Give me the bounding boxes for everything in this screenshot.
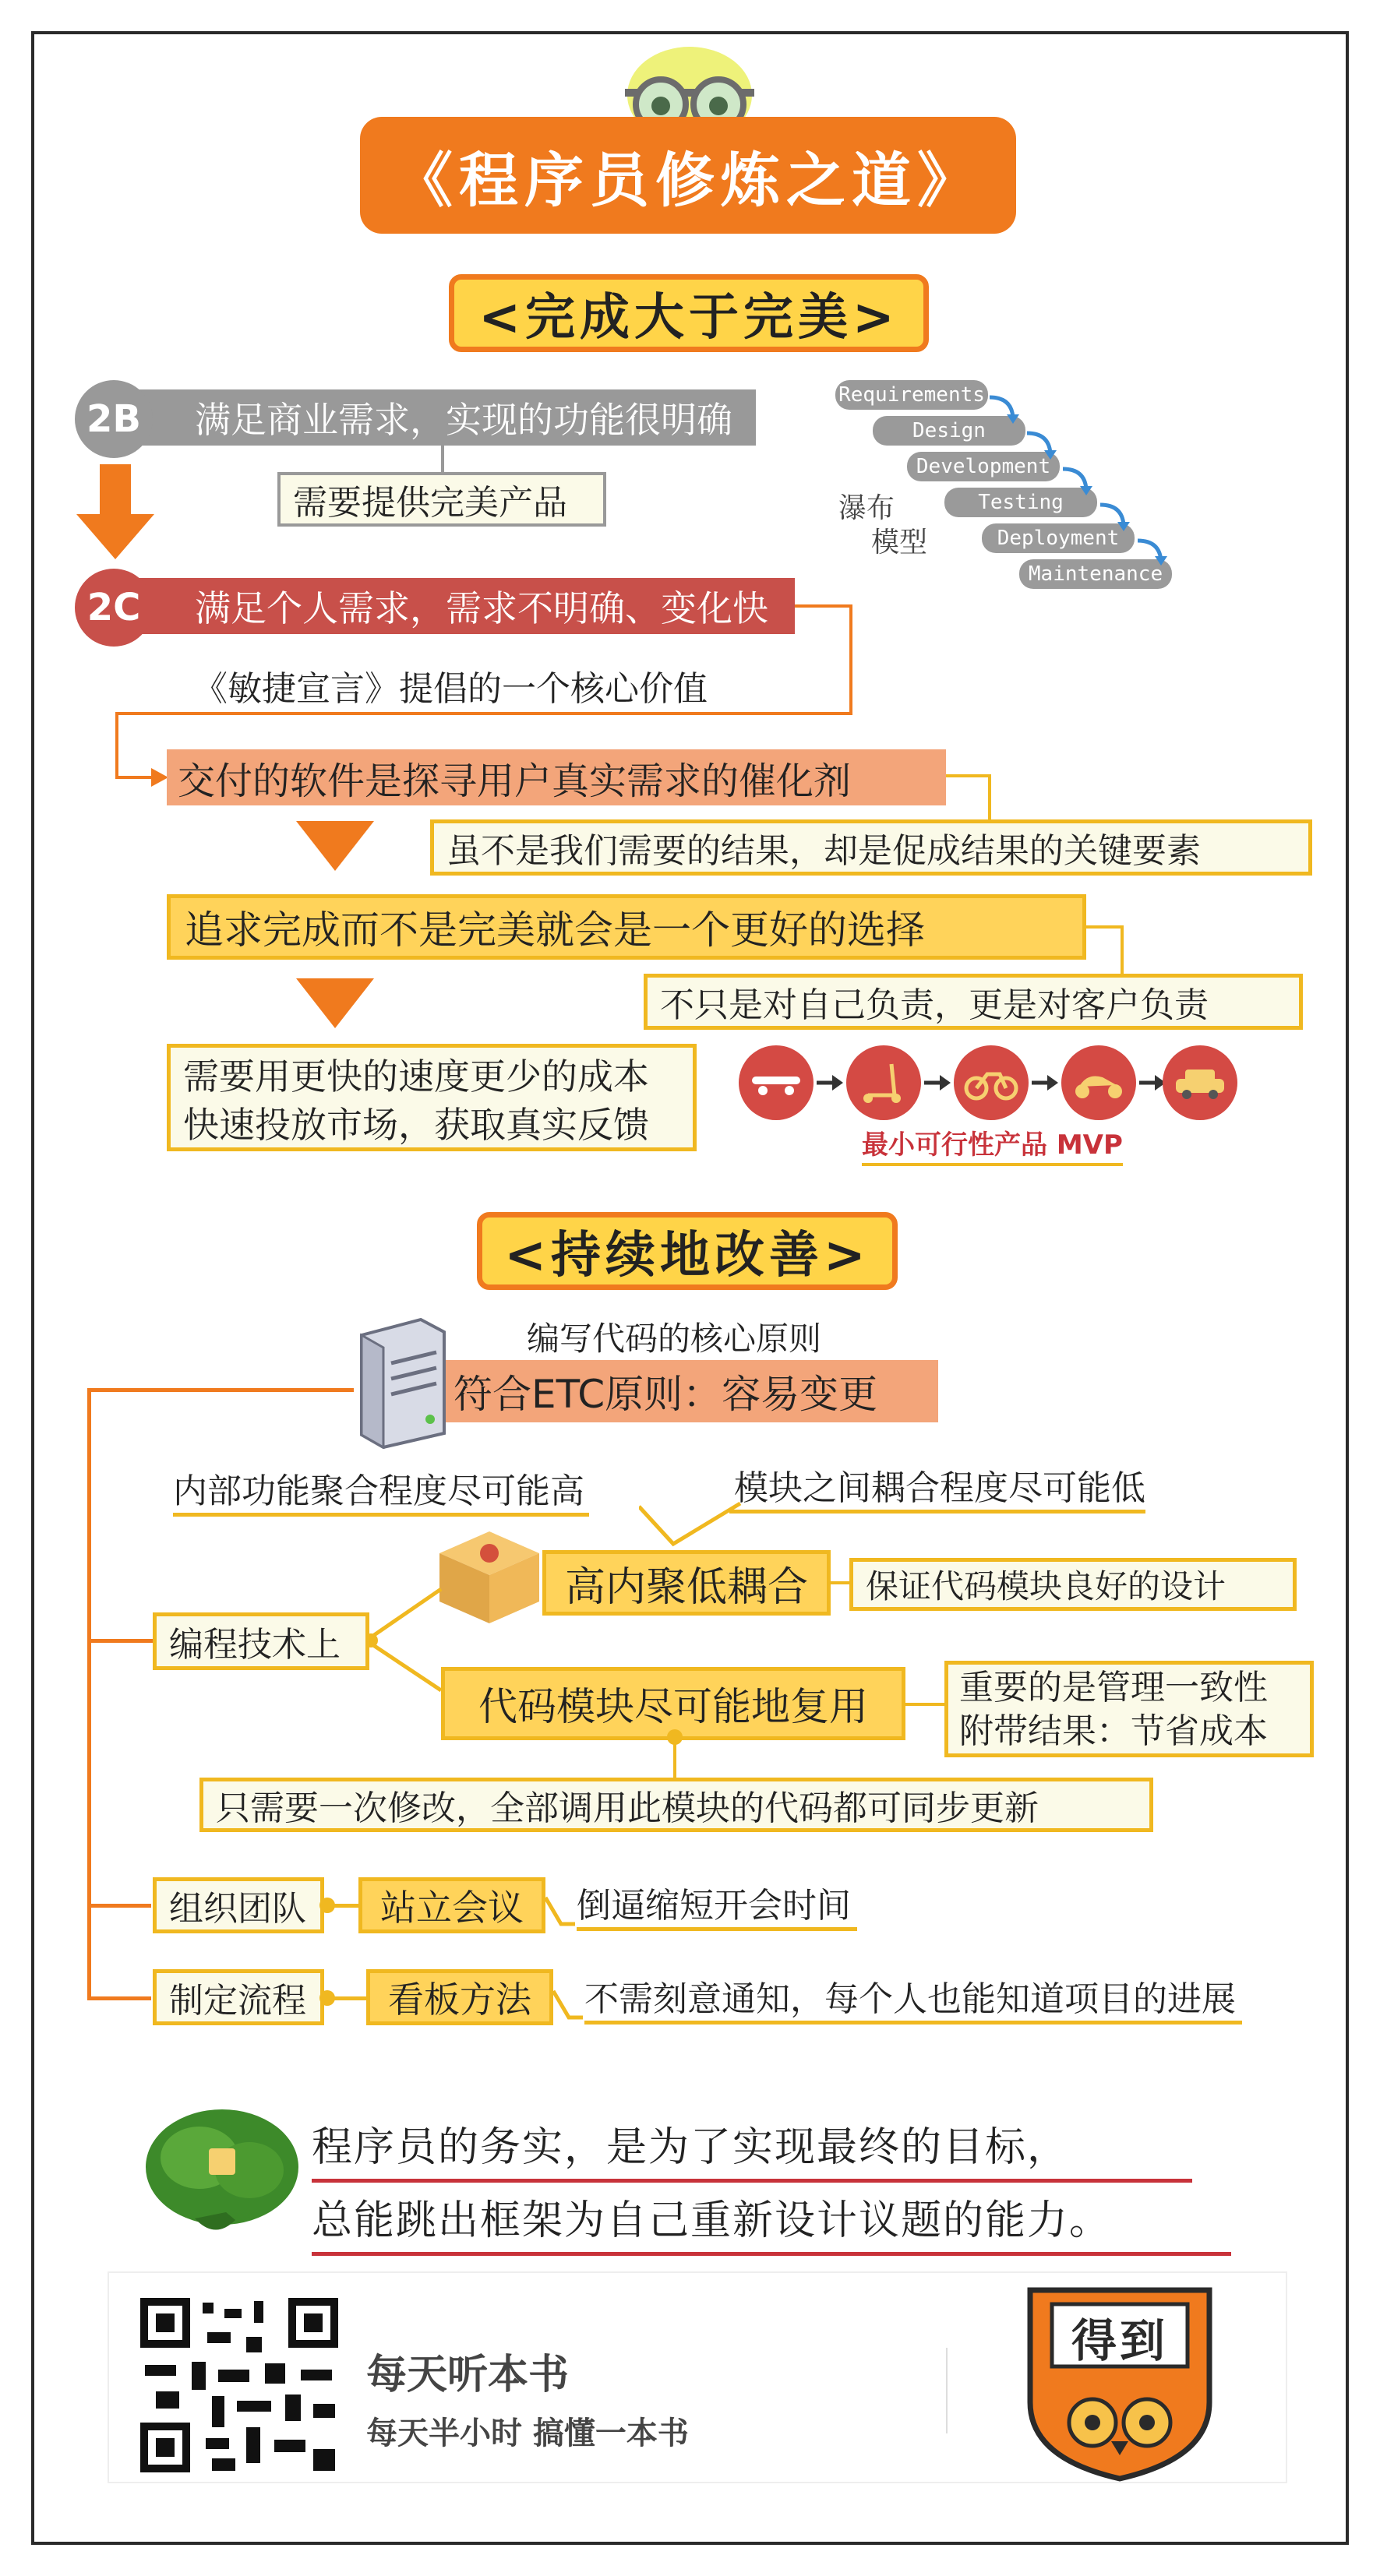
connector bbox=[87, 1388, 354, 1392]
choice-box: 追求完成而不是完美就会是一个更好的选择 bbox=[167, 894, 1086, 960]
kanban-box: 看板方法 bbox=[366, 1969, 553, 2025]
reuse-effect: 只需要一次修改，全部调用此模块的代码都可同步更新 bbox=[199, 1778, 1153, 1832]
connector bbox=[946, 774, 991, 777]
waterfall-label-1: 瀑布 bbox=[838, 492, 895, 524]
connector-dot bbox=[319, 1898, 335, 1913]
team-box: 组织团队 bbox=[153, 1877, 324, 1933]
connector bbox=[795, 604, 852, 608]
mvp-progression bbox=[739, 1044, 1237, 1122]
connector bbox=[988, 774, 991, 823]
logo-text: 得到 bbox=[1071, 2314, 1168, 2367]
kanban-note: 不需刻意通知，每个人也能知道项目的进展 bbox=[584, 1971, 1242, 2025]
page-title: 《程序员修炼之道》 bbox=[360, 117, 1016, 234]
connector-v bbox=[639, 1499, 748, 1553]
mascot-glasses-icon bbox=[608, 41, 771, 126]
connector bbox=[115, 712, 852, 715]
connector-fork bbox=[366, 1581, 452, 1698]
connector bbox=[1086, 925, 1124, 929]
down-triangle-icon bbox=[296, 978, 374, 1033]
connector bbox=[831, 1581, 851, 1584]
arrow-right-icon bbox=[817, 1073, 845, 1092]
connector bbox=[87, 1639, 157, 1643]
skateboard-icon bbox=[739, 1045, 814, 1120]
catalyst-note: 虽不是我们需要的结果，却是促成结果的关键要素 bbox=[430, 819, 1312, 876]
brain-icon bbox=[140, 2103, 304, 2243]
connector-dot bbox=[319, 1990, 335, 2006]
waterfall-step: Testing bbox=[944, 488, 1097, 517]
connector bbox=[87, 1904, 151, 1908]
connector-v bbox=[553, 1983, 584, 2027]
scooter-icon bbox=[846, 1045, 921, 1120]
core-caption: 编写代码的核心原则 bbox=[527, 1320, 822, 1358]
waterfall-arrows-icon bbox=[982, 389, 1177, 569]
connector-v bbox=[545, 1890, 577, 1933]
connector bbox=[87, 1388, 91, 2000]
section-heading-1: <完成大于完美> bbox=[449, 274, 929, 352]
waterfall-step: Design bbox=[873, 416, 1025, 446]
programming-box: 编程技术上 bbox=[153, 1612, 369, 1670]
summary-line-1: 程序员的务实，是为了实现最终的目标， bbox=[312, 2114, 1192, 2183]
process-box: 制定流程 bbox=[153, 1969, 324, 2025]
cohesion-text: 内部功能聚合程度尽可能高 bbox=[173, 1463, 589, 1517]
footer-title: 每天听本书 bbox=[366, 2352, 570, 2398]
footer-subtitle: 每天半小时 搞懂一本书 bbox=[366, 2416, 689, 2451]
bicycle-icon bbox=[954, 1045, 1029, 1120]
arrow-right-icon bbox=[1032, 1073, 1060, 1092]
agile-value-text: 《敏捷宣言》提倡的一个核心价值 bbox=[193, 669, 708, 709]
section-heading-2: <持续地改善> bbox=[477, 1212, 898, 1290]
summary-line-2: 总能跳出框架为自己重新设计议题的能力。 bbox=[312, 2187, 1231, 2256]
motorbike-icon bbox=[1061, 1045, 1136, 1120]
waterfall-step: Deployment bbox=[982, 523, 1135, 553]
c2-bar: 满足个人需求，需求不明确、变化快 bbox=[109, 578, 795, 634]
connector bbox=[1121, 925, 1124, 977]
waterfall-step: Requirements bbox=[835, 380, 988, 410]
footer-divider bbox=[946, 2348, 948, 2433]
b2-bar: 满足商业需求，实现的功能很明确 bbox=[109, 389, 756, 446]
mvp-label: 最小可行性产品 MVP bbox=[862, 1123, 1123, 1166]
connector bbox=[905, 1703, 946, 1706]
reuse-note-line-1: 重要的是管理一致性 bbox=[959, 1668, 1268, 1707]
waterfall-step: Development bbox=[907, 452, 1060, 481]
reuse-box: 代码模块尽可能地复用 bbox=[441, 1667, 905, 1740]
down-triangle-icon bbox=[296, 821, 374, 876]
waterfall-step: Maintenance bbox=[1019, 559, 1172, 589]
standup-box: 站立会议 bbox=[358, 1877, 545, 1933]
b2-note: 需要提供完美产品 bbox=[277, 472, 606, 527]
catalyst-box: 交付的软件是探寻用户真实需求的催化剂 bbox=[167, 749, 946, 805]
etc-box: 符合ETC原则：容易变更 bbox=[446, 1360, 938, 1422]
car-icon bbox=[1163, 1045, 1237, 1120]
standup-note: 倒逼缩短开会时间 bbox=[577, 1877, 857, 1931]
waterfall-label-2: 模型 bbox=[871, 527, 928, 559]
speed-box bbox=[167, 1044, 697, 1151]
connector-dot bbox=[667, 1729, 683, 1745]
speed-line-2: 快速投放市场，获取真实反馈 bbox=[183, 1104, 649, 1146]
arrow-right-icon bbox=[115, 762, 170, 793]
c2-badge: 2C bbox=[75, 569, 153, 647]
server-icon bbox=[346, 1316, 455, 1449]
speed-line-1: 需要用更快的速度更少的成本 bbox=[183, 1055, 649, 1098]
hc-lc-box: 高内聚低耦合 bbox=[542, 1550, 831, 1616]
reuse-note-line-2: 附带结果：节省成本 bbox=[959, 1711, 1268, 1751]
choice-note: 不只是对自己负责，更是对客户负责 bbox=[644, 974, 1303, 1030]
b2-badge: 2B bbox=[75, 380, 153, 458]
reuse-note bbox=[944, 1661, 1314, 1757]
arrow-right-icon bbox=[924, 1073, 952, 1092]
hc-lc-note: 保证代码模块良好的设计 bbox=[849, 1558, 1297, 1611]
connector bbox=[673, 1740, 676, 1778]
connector bbox=[87, 1996, 151, 2000]
connector bbox=[849, 604, 852, 715]
coupling-text: 模块之间耦合程度尽可能低 bbox=[729, 1460, 1145, 1514]
down-arrow-icon bbox=[76, 464, 154, 561]
qr-code-icon bbox=[137, 2295, 341, 2476]
